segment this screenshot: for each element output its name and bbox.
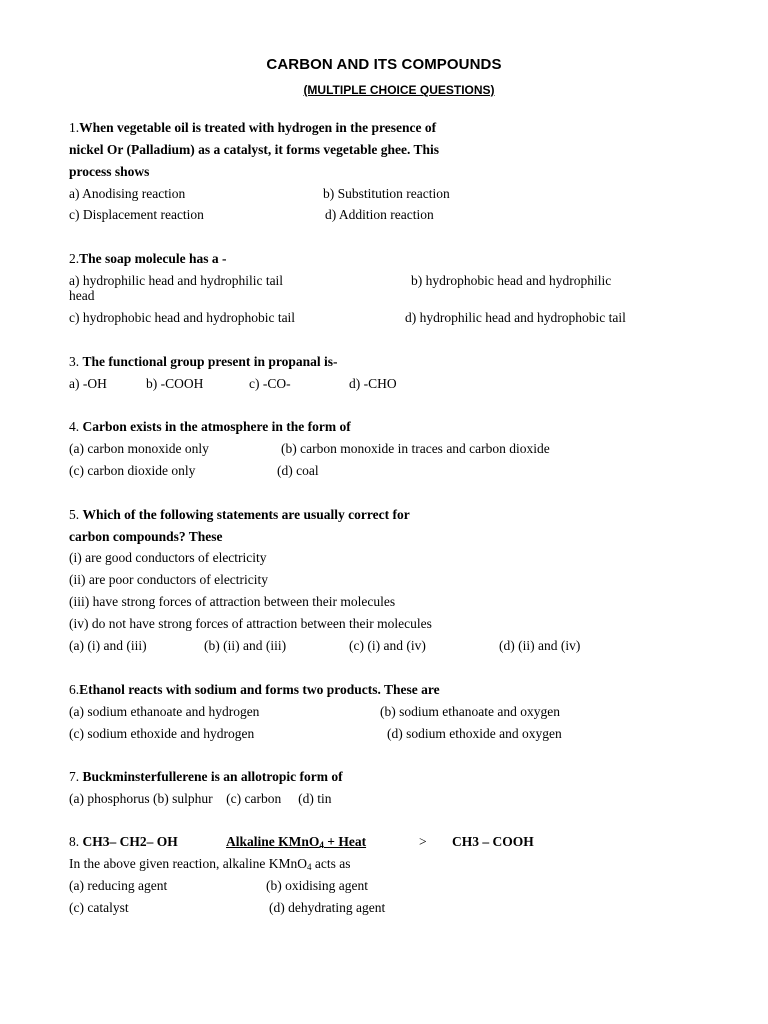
question-text: Ethanol reacts with sodium and forms two products. These are [79,682,440,697]
q4-option-d: (d) coal [277,463,319,478]
q1-option-c: c) Displacement reaction [69,207,204,222]
q7-options [69,791,331,807]
q2-option-d: d) hydrophilic head and hydrophobic tail [405,310,626,325]
question-number: 2. [69,251,80,266]
question-number: 5. [69,507,80,522]
question-1-line-1 [69,120,436,136]
q5-option-b: (b) (ii) and (iii) [204,638,287,653]
q4-option-b: (b) carbon monoxide in traces and carbon dioxide [281,441,550,456]
q7-option-d: (d) tin [298,791,332,806]
page-subtitle: (MULTIPLE CHOICE QUESTIONS) [303,83,495,97]
q5-statement-2: (ii) are poor conductors of electricity [69,572,269,587]
q2-option-a: a) hydrophilic head and hydrophilic tail [69,273,284,288]
q5-option-d: (d) (ii) and (iv) [499,638,581,653]
q5-option-c: (c) (i) and (iv) [349,638,426,653]
question-8-stem: In the above given reaction, alkaline KMnO$_4$ acts as [69,856,351,872]
question-2 [69,251,227,267]
question-4 [69,419,351,435]
q5-statement-1: (i) are good conductors of electricity [69,550,267,565]
q3-option-a: a) -OH [69,376,107,391]
question-5-line-2: carbon compounds? These [69,529,223,544]
q2-option-b-line-2: head [69,288,95,303]
page-title: CARBON AND ITS COMPOUNDS [266,56,502,73]
q4-option-a: (a) carbon monoxide only [69,441,209,456]
q7-option-b: (b) sulphur [153,791,213,806]
q8-option-a: (a) reducing agent [69,878,168,893]
question-number: 1. [69,120,80,135]
question-1-line-2: nickel Or (Palladium) as a catalyst, it forms vegetable ghee. This [69,142,439,157]
q6-option-d: (d) sodium ethoxide and oxygen [387,726,562,741]
q1-option-d: d) Addition reaction [325,207,434,222]
q5-statement-3: (iii) have strong forces of attraction between their molecules [69,594,396,609]
q8-option-d: (d) dehydrating agent [269,900,386,915]
q4-option-c: (c) carbon dioxide only [69,463,196,478]
question-7 [69,769,343,785]
q3-option-d: d) -CHO [349,376,397,391]
q3-option-b: b) -COOH [146,376,204,391]
question-text: Buckminsterfullerene is an allotropic form of [82,769,343,784]
question-text: The functional group present in propanal is- [82,354,338,369]
question-text: Carbon exists in the atmosphere in the form of [82,419,351,434]
question-text: The soap molecule has a - [79,251,227,266]
question-8-equation [69,834,178,850]
q7-option-c: (c) carbon [226,791,282,806]
question-3 [69,354,338,370]
q1-option-b: b) Substitution reaction [323,186,450,201]
product: CH3 – COOH [452,834,534,849]
question-number: 4. [69,419,80,434]
q6-option-b: (b) sodium ethanoate and oxygen [380,704,560,719]
question-1-line-3: process shows [69,164,150,179]
q7-option-a: (a) phosphorus [69,791,150,806]
question-5-line-1 [69,507,410,523]
reaction-arrow: > [419,834,427,849]
q6-option-a: (a) sodium ethanoate and hydrogen [69,704,260,719]
q1-option-a: a) Anodising reaction [69,186,186,201]
reactant: CH3– CH2– OH [82,834,178,849]
q3-option-c: c) -CO- [249,376,291,391]
question-text: When vegetable oil is treated with hydrogen in the presence of [79,120,437,135]
question-number: 6. [69,682,80,697]
question-number: 7. [69,769,80,784]
question-text: Which of the following statements are usually correct for [82,507,410,522]
question-6 [69,682,440,698]
q2-option-c: c) hydrophobic head and hydrophobic tail [69,310,296,325]
q2-option-b-line-1: b) hydrophobic head and hydrophilic [411,273,612,288]
q5-statement-4: (iv) do not have strong forces of attraction between their molecules [69,616,432,631]
q8-option-c: (c) catalyst [69,900,129,915]
question-number: 8. [69,834,80,849]
question-number: 3. [69,354,80,369]
q5-option-a: (a) (i) and (iii) [69,638,147,653]
q8-option-b: (b) oxidising agent [266,878,368,893]
q6-option-c: (c) sodium ethoxide and hydrogen [69,726,255,741]
reaction-reagent: Alkaline KMnO$_4$ + Heat [226,834,367,850]
